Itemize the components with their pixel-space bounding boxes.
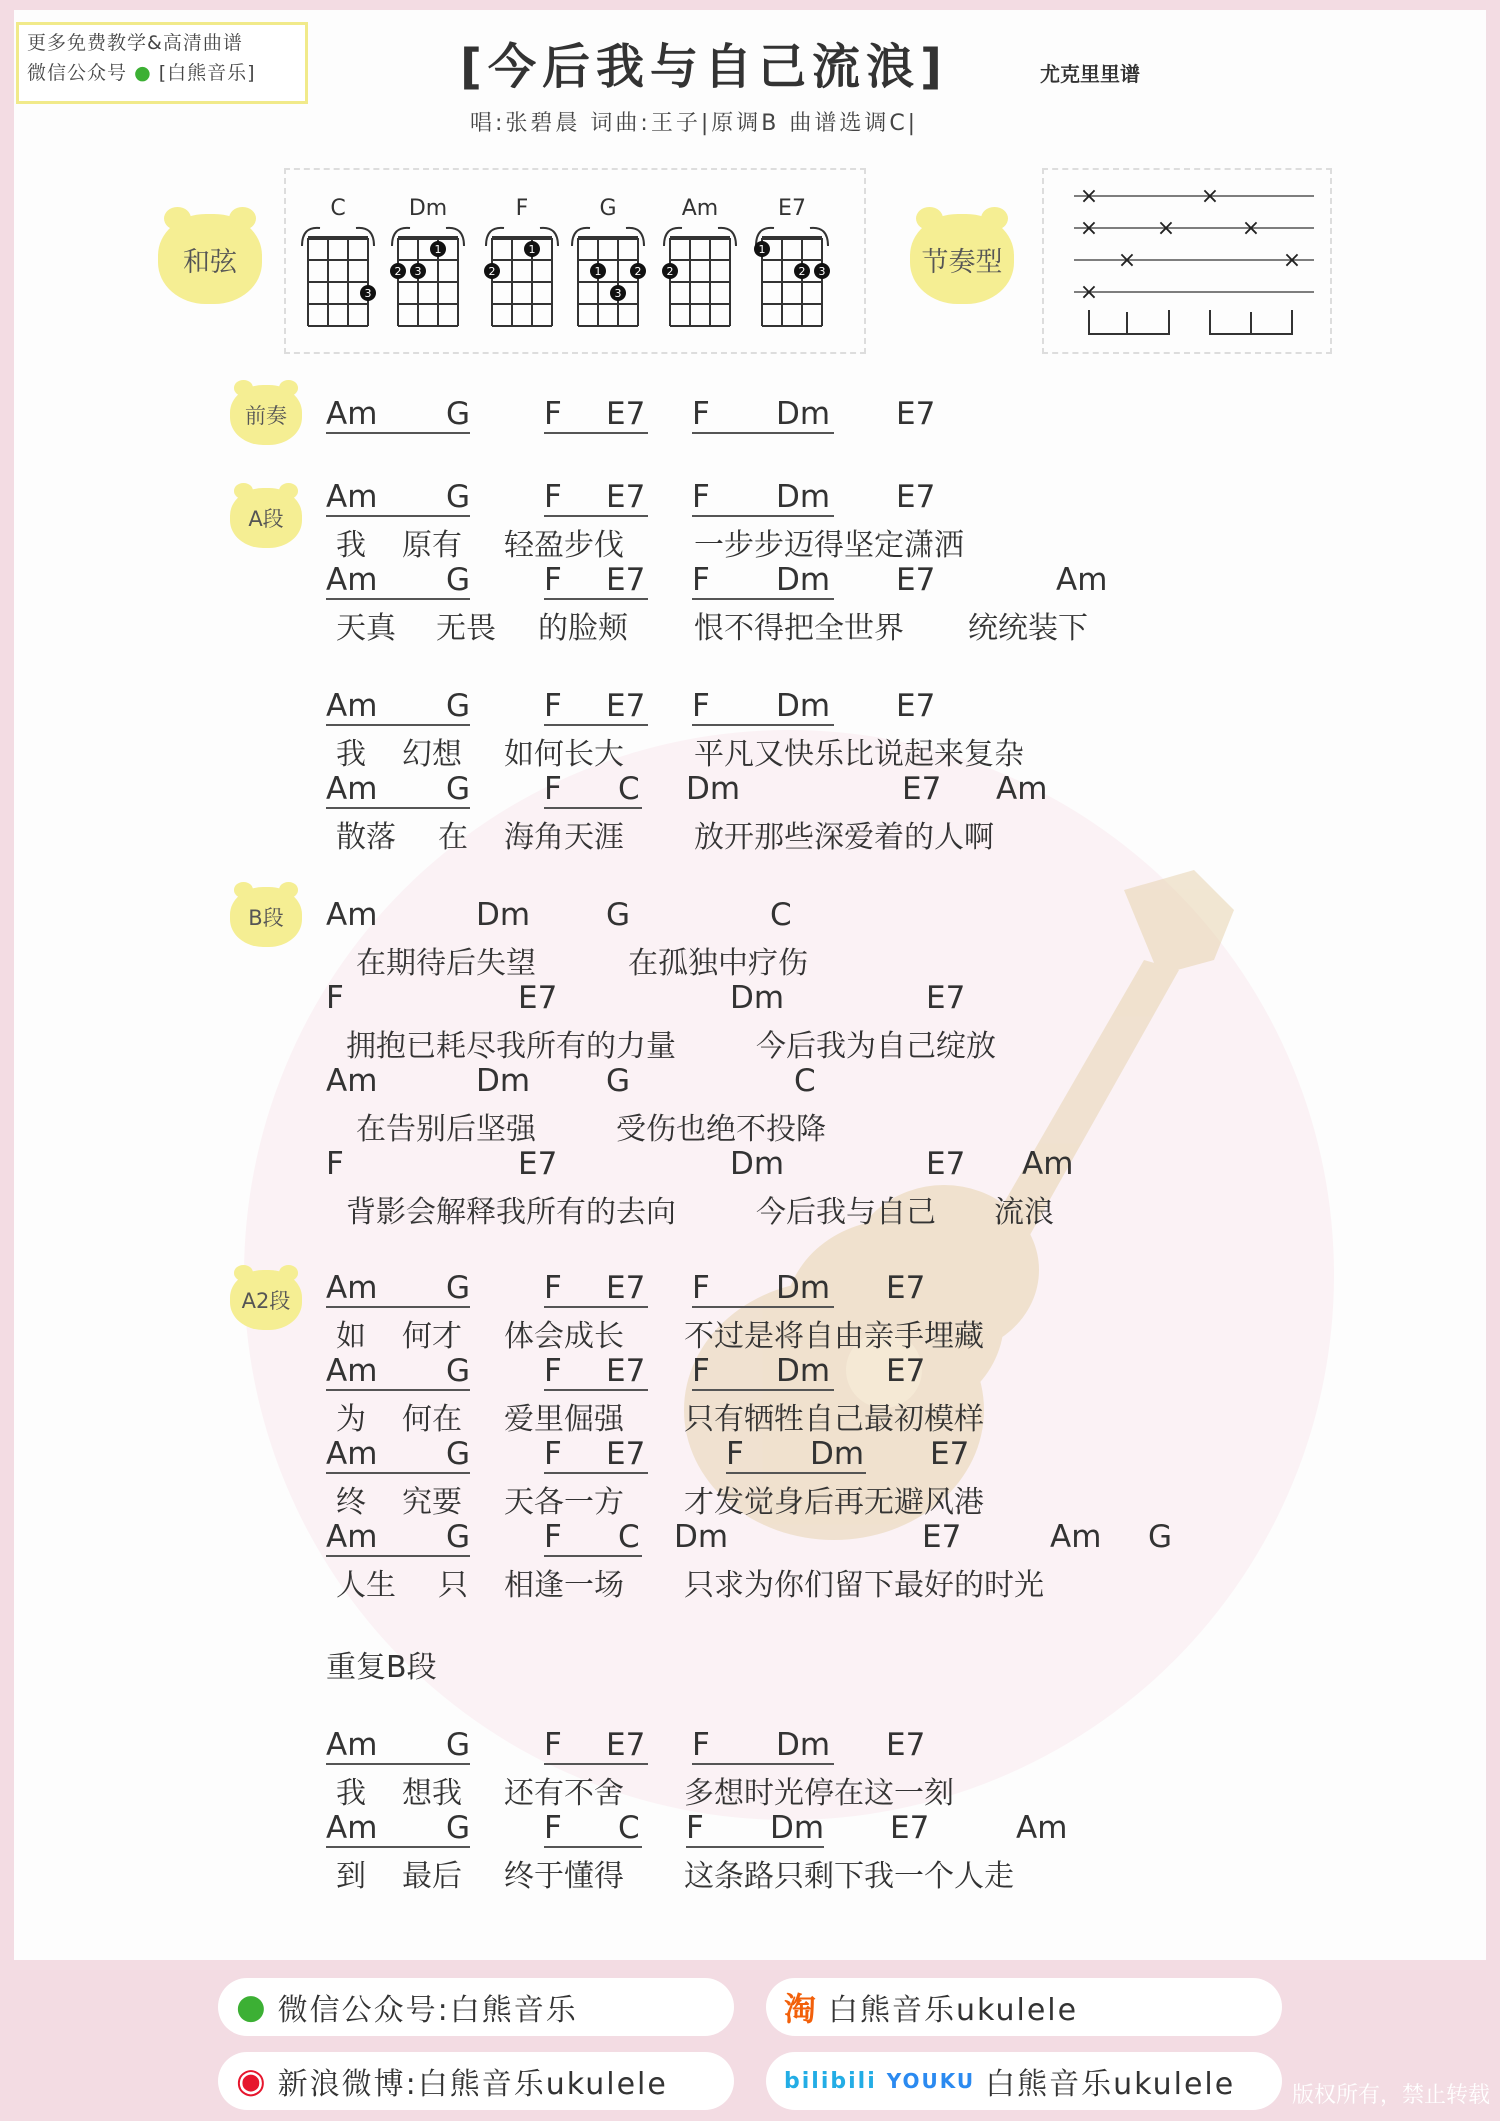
chord-symbol: E7 xyxy=(926,1146,966,1182)
chord-symbol: Am xyxy=(326,1353,378,1389)
chord-symbol: Am xyxy=(326,897,378,933)
chord-symbol: C xyxy=(618,771,640,807)
lyric-segment: 终于懂得 xyxy=(504,1859,624,1894)
chord-symbol: F xyxy=(544,562,562,598)
chord-symbol: Am xyxy=(326,479,378,515)
chord-symbol: Dm xyxy=(476,1063,531,1099)
lyric-segment: 一步步迈得坚定潇洒 xyxy=(694,528,964,563)
chord-symbol: G xyxy=(446,1810,471,1846)
wechat-link[interactable] xyxy=(218,1978,734,2036)
chord-symbol: G xyxy=(446,1436,471,1472)
chord-symbol: Dm xyxy=(810,1436,865,1472)
strum-pattern xyxy=(1064,180,1324,340)
svg-text:2: 2 xyxy=(634,265,642,278)
chord-underline xyxy=(326,724,470,726)
lyric-segment: 还有不舍 xyxy=(504,1776,624,1811)
chord-symbol: F xyxy=(692,562,710,598)
lyric-segment: 何在 xyxy=(402,1402,462,1437)
chord-symbol: E7 xyxy=(886,1727,926,1763)
chord-underline xyxy=(326,1555,470,1557)
chord-symbol: E7 xyxy=(896,688,936,724)
lyric-segment: 我 xyxy=(336,737,366,772)
lyric-segment: 最后 xyxy=(402,1859,462,1894)
chord-symbol: Am xyxy=(326,562,378,598)
chord-name: Dm xyxy=(408,196,448,221)
bilibili-icon: bilibili xyxy=(784,2068,877,2094)
weibo-icon: ◉ xyxy=(236,2061,268,2101)
chord-symbol: E7 xyxy=(896,562,936,598)
chord-symbol: F xyxy=(544,1519,562,1555)
chord-diagram-G xyxy=(566,220,650,330)
chord-underline xyxy=(544,807,642,809)
lyric-segment: 天真 xyxy=(336,611,396,646)
chord-symbol: F xyxy=(544,1353,562,1389)
lyric-segment: 究要 xyxy=(402,1485,462,1520)
chord-symbol: Am xyxy=(326,688,378,724)
chord-underline xyxy=(544,515,648,517)
lyric-segment: 只求为你们留下最好的时光 xyxy=(684,1568,1044,1603)
svg-text:3: 3 xyxy=(364,287,372,300)
intro-badge: 前奏 xyxy=(230,385,302,445)
chord-underline xyxy=(692,432,834,434)
chord-symbol: E7 xyxy=(930,1436,970,1472)
chords-badge: 和弦 xyxy=(158,214,262,304)
chord-symbol: G xyxy=(606,1063,631,1099)
section-a-badge: A段 xyxy=(230,488,302,548)
promo-box xyxy=(16,22,308,104)
svg-text:2: 2 xyxy=(488,265,496,278)
taobao-icon: 淘 xyxy=(784,1990,819,2028)
chord-symbol: Am xyxy=(1056,562,1108,598)
chord-symbol: Am xyxy=(1016,1810,1068,1846)
taobao-account: 白熊音乐ukulele xyxy=(828,1993,1079,2028)
chord-symbol: Dm xyxy=(776,562,831,598)
chord-diagram-C xyxy=(296,220,380,330)
chord-underline xyxy=(544,724,648,726)
chord-diagram-Am xyxy=(658,220,742,330)
lyric-segment: 拥抱已耗尽我所有的力量 xyxy=(346,1029,676,1064)
song-title: [今后我与自己流浪] xyxy=(460,39,948,95)
chord-symbol: Dm xyxy=(476,897,531,933)
chord-symbol: G xyxy=(446,1270,471,1306)
chord-symbol: E7 xyxy=(606,1727,646,1763)
chord-diagram-F xyxy=(480,220,564,330)
chord-symbol: Dm xyxy=(776,1353,831,1389)
chord-symbol: F xyxy=(544,1270,562,1306)
lyric-segment: 爱里倔强 xyxy=(504,1402,624,1437)
chord-underline xyxy=(544,1306,648,1308)
chord-symbol: Am xyxy=(996,771,1048,807)
weibo-link[interactable] xyxy=(218,2052,734,2110)
chord-symbol: E7 xyxy=(518,1146,558,1182)
chord-symbol: Am xyxy=(326,1436,378,1472)
song-info: 唱:张碧晨 词曲:王子|原调B 曲谱选调C| xyxy=(470,111,919,136)
lyric-segment: 在孤独中疗伤 xyxy=(628,946,808,981)
lyric-segment: 在 xyxy=(438,820,468,855)
video-link[interactable] xyxy=(766,2052,1282,2110)
chord-underline xyxy=(544,432,648,434)
chord-underline xyxy=(544,1389,648,1391)
lyric-segment: 散落 xyxy=(336,820,396,855)
svg-text:3: 3 xyxy=(614,287,622,300)
chord-symbol: F xyxy=(726,1436,744,1472)
lyric-segment: 终 xyxy=(336,1485,366,1520)
chord-symbol: E7 xyxy=(606,479,646,515)
chord-symbol: F xyxy=(544,479,562,515)
taobao-link[interactable] xyxy=(766,1978,1282,2036)
lyric-segment: 幻想 xyxy=(402,737,462,772)
lyric-segment: 轻盈步伐 xyxy=(504,528,624,563)
chord-symbol: Am xyxy=(1050,1519,1102,1555)
chord-symbol: Am xyxy=(326,1727,378,1763)
chord-symbol: Am xyxy=(326,1519,378,1555)
chord-symbol: C xyxy=(794,1063,816,1099)
chord-name: Am xyxy=(681,196,719,221)
chord-symbol: Dm xyxy=(776,688,831,724)
lyric-segment: 不过是将自由亲手埋藏 xyxy=(684,1319,984,1354)
chord-symbol: E7 xyxy=(902,771,942,807)
lyric-segment: 何才 xyxy=(402,1319,462,1354)
lyric-segment: 在告别后坚强 xyxy=(356,1112,536,1147)
lyric-segment: 人生 xyxy=(336,1568,396,1603)
lyric-segment: 天各一方 xyxy=(504,1485,624,1520)
chord-symbol: G xyxy=(446,771,471,807)
chord-symbol: Dm xyxy=(776,396,831,432)
chord-symbol: Am xyxy=(326,1810,378,1846)
lyric-segment: 我 xyxy=(336,1776,366,1811)
chord-underline xyxy=(326,1472,470,1474)
lyric-segment: 受伤也绝不投降 xyxy=(616,1112,826,1147)
promo-line-1: 更多免费教学&高清曲谱 xyxy=(27,32,243,54)
chord-underline xyxy=(326,432,470,434)
chord-symbol: Dm xyxy=(674,1519,729,1555)
lyric-segment: 背影会解释我所有的去向 xyxy=(346,1195,676,1230)
chord-name: E7 xyxy=(778,196,806,221)
chord-symbol: F xyxy=(326,980,344,1016)
chord-symbol: Dm xyxy=(730,1146,785,1182)
chord-underline xyxy=(544,598,648,600)
chord-symbol: G xyxy=(446,479,471,515)
chord-symbol: Dm xyxy=(776,1727,831,1763)
lyric-segment: 原有 xyxy=(402,528,462,563)
chord-symbol: F xyxy=(686,1810,704,1846)
chord-symbol: Dm xyxy=(730,980,785,1016)
chord-symbol: G xyxy=(446,396,471,432)
chord-underline xyxy=(686,1846,824,1848)
section-b-badge: B段 xyxy=(230,887,302,947)
svg-text:×: × xyxy=(1156,216,1176,241)
chord-underline xyxy=(726,1472,866,1474)
wechat-icon: ● xyxy=(134,62,152,84)
lyric-segment: 想我 xyxy=(402,1776,462,1811)
chord-underline xyxy=(326,1763,470,1765)
promo-line-2: 微信公众号 xyxy=(27,62,128,84)
chord-symbol: E7 xyxy=(896,396,936,432)
chord-symbol: Am xyxy=(326,771,378,807)
promo-account: [白熊音乐] xyxy=(158,62,256,84)
chord-symbol: G xyxy=(1148,1519,1173,1555)
chord-diagram-Dm xyxy=(386,220,470,330)
lyric-segment: 只有牺牲自己最初模样 xyxy=(684,1402,984,1437)
repeat-note: 重复B段 xyxy=(326,1650,437,1685)
chord-symbol: Am xyxy=(326,1063,378,1099)
lyric-segment: 今后我与自己 xyxy=(756,1195,936,1230)
svg-text:×: × xyxy=(1117,248,1137,273)
lyric-segment: 在期待后失望 xyxy=(356,946,536,981)
section-a2-badge: A2段 xyxy=(230,1270,302,1330)
chord-symbol: E7 xyxy=(886,1353,926,1389)
lyric-segment: 体会成长 xyxy=(504,1319,624,1354)
chord-underline xyxy=(692,1763,834,1765)
svg-text:×: × xyxy=(1241,216,1261,241)
author-label: 尤克里里谱 xyxy=(1040,62,1140,86)
svg-text:1: 1 xyxy=(434,243,442,256)
svg-text:1: 1 xyxy=(758,243,766,256)
chord-symbol: F xyxy=(544,688,562,724)
lyric-segment: 多想时光停在这一刻 xyxy=(684,1776,954,1811)
chord-symbol: Dm xyxy=(776,479,831,515)
chord-symbol: Dm xyxy=(776,1270,831,1306)
chord-symbol: F xyxy=(544,1727,562,1763)
chord-symbol: E7 xyxy=(606,1436,646,1472)
chord-symbol: F xyxy=(544,1810,562,1846)
chord-symbol: Am xyxy=(1022,1146,1074,1182)
chord-symbol: E7 xyxy=(606,396,646,432)
chord-symbol: Am xyxy=(326,396,378,432)
lyric-segment: 这条路只剩下我一个人走 xyxy=(684,1859,1014,1894)
chord-symbol: F xyxy=(692,479,710,515)
chord-underline xyxy=(544,1555,642,1557)
chord-underline xyxy=(326,1306,470,1308)
svg-text:×: × xyxy=(1079,280,1099,305)
chord-symbol: G xyxy=(446,1519,471,1555)
chord-symbol: F xyxy=(692,1727,710,1763)
chord-underline xyxy=(544,1472,648,1474)
lyric-segment: 到 xyxy=(336,1859,366,1894)
chord-symbol: F xyxy=(692,688,710,724)
chord-underline xyxy=(692,724,834,726)
lyric-segment: 只 xyxy=(438,1568,468,1603)
svg-text:×: × xyxy=(1079,184,1099,209)
lyric-segment: 海角天涯 xyxy=(504,820,624,855)
weibo-account: 新浪微博:白熊音乐ukulele xyxy=(277,2067,668,2102)
svg-text:1: 1 xyxy=(528,243,536,256)
copyright-note: 版权所有，禁止转载 xyxy=(1291,2083,1490,2108)
lyric-segment: 相逢一场 xyxy=(504,1568,624,1603)
svg-text:×: × xyxy=(1079,216,1099,241)
chord-symbol: G xyxy=(446,1353,471,1389)
chord-symbol: F xyxy=(544,396,562,432)
chord-symbol: Am xyxy=(326,1270,378,1306)
chord-name: C xyxy=(330,196,346,221)
chord-symbol: F xyxy=(692,396,710,432)
svg-text:3: 3 xyxy=(414,265,422,278)
lyric-segment: 如 xyxy=(336,1319,366,1354)
chord-symbol: F xyxy=(326,1146,344,1182)
chord-symbol: F xyxy=(544,1436,562,1472)
chord-symbol: E7 xyxy=(606,562,646,598)
chord-underline xyxy=(326,598,470,600)
chord-underline xyxy=(692,1389,834,1391)
chord-symbol: F xyxy=(692,1353,710,1389)
chord-symbol: G xyxy=(606,897,631,933)
chord-symbol: E7 xyxy=(606,688,646,724)
svg-text:2: 2 xyxy=(394,265,402,278)
lyric-segment: 统统装下 xyxy=(968,611,1088,646)
chord-symbol: F xyxy=(544,771,562,807)
chord-underline xyxy=(692,515,834,517)
svg-text:×: × xyxy=(1200,184,1220,209)
chord-diagram-E7 xyxy=(750,220,834,330)
lyric-segment: 恨不得把全世界 xyxy=(694,611,904,646)
chord-name: G xyxy=(599,196,617,221)
chord-symbol: E7 xyxy=(886,1270,926,1306)
lyric-segment: 的脸颊 xyxy=(538,611,628,646)
chord-underline xyxy=(544,1763,648,1765)
rhythm-badge: 节奏型 xyxy=(910,214,1014,304)
chord-name: F xyxy=(515,196,529,221)
svg-text:×: × xyxy=(1282,248,1302,273)
lyric-segment: 如何长大 xyxy=(504,737,624,772)
chord-symbol: E7 xyxy=(926,980,966,1016)
chord-symbol: G xyxy=(446,562,471,598)
chord-underline xyxy=(326,1846,470,1848)
svg-text:2: 2 xyxy=(666,265,674,278)
video-account: 白熊音乐ukulele xyxy=(985,2067,1236,2102)
youku-icon: YOUKU xyxy=(886,2069,976,2093)
lyric-segment: 放开那些深爱着的人啊 xyxy=(694,820,994,855)
lyric-segment: 才发觉身后再无避风港 xyxy=(684,1485,984,1520)
chord-symbol: E7 xyxy=(606,1270,646,1306)
chord-underline xyxy=(544,1846,642,1848)
chord-underline xyxy=(326,807,470,809)
lyric-segment: 无畏 xyxy=(436,611,496,646)
chord-symbol: C xyxy=(618,1519,640,1555)
chord-symbol: E7 xyxy=(890,1810,930,1846)
lyric-segment: 流浪 xyxy=(994,1195,1054,1230)
lyric-segment: 今后我为自己绽放 xyxy=(756,1029,996,1064)
chord-symbol: G xyxy=(446,688,471,724)
svg-text:1: 1 xyxy=(594,265,602,278)
chord-underline xyxy=(692,598,834,600)
chord-symbol: C xyxy=(770,897,792,933)
chord-underline xyxy=(326,515,470,517)
chord-symbol: C xyxy=(618,1810,640,1846)
chord-symbol: G xyxy=(446,1727,471,1763)
chord-underline xyxy=(326,1389,470,1391)
chord-symbol: Dm xyxy=(686,771,741,807)
wechat-account: 微信公众号:白熊音乐 xyxy=(277,1993,578,2028)
wechat-icon: ● xyxy=(236,1987,268,2027)
chord-symbol: F xyxy=(692,1270,710,1306)
chord-symbol: E7 xyxy=(606,1353,646,1389)
chord-symbol: E7 xyxy=(922,1519,962,1555)
chord-symbol: E7 xyxy=(518,980,558,1016)
lyric-segment: 我 xyxy=(336,528,366,563)
chord-symbol: Dm xyxy=(770,1810,825,1846)
lyric-segment: 平凡又快乐比说起来复杂 xyxy=(694,737,1024,772)
svg-text:3: 3 xyxy=(818,265,826,278)
chord-symbol: E7 xyxy=(896,479,936,515)
svg-text:2: 2 xyxy=(798,265,806,278)
chord-underline xyxy=(692,1306,834,1308)
lyric-segment: 为 xyxy=(336,1402,366,1437)
